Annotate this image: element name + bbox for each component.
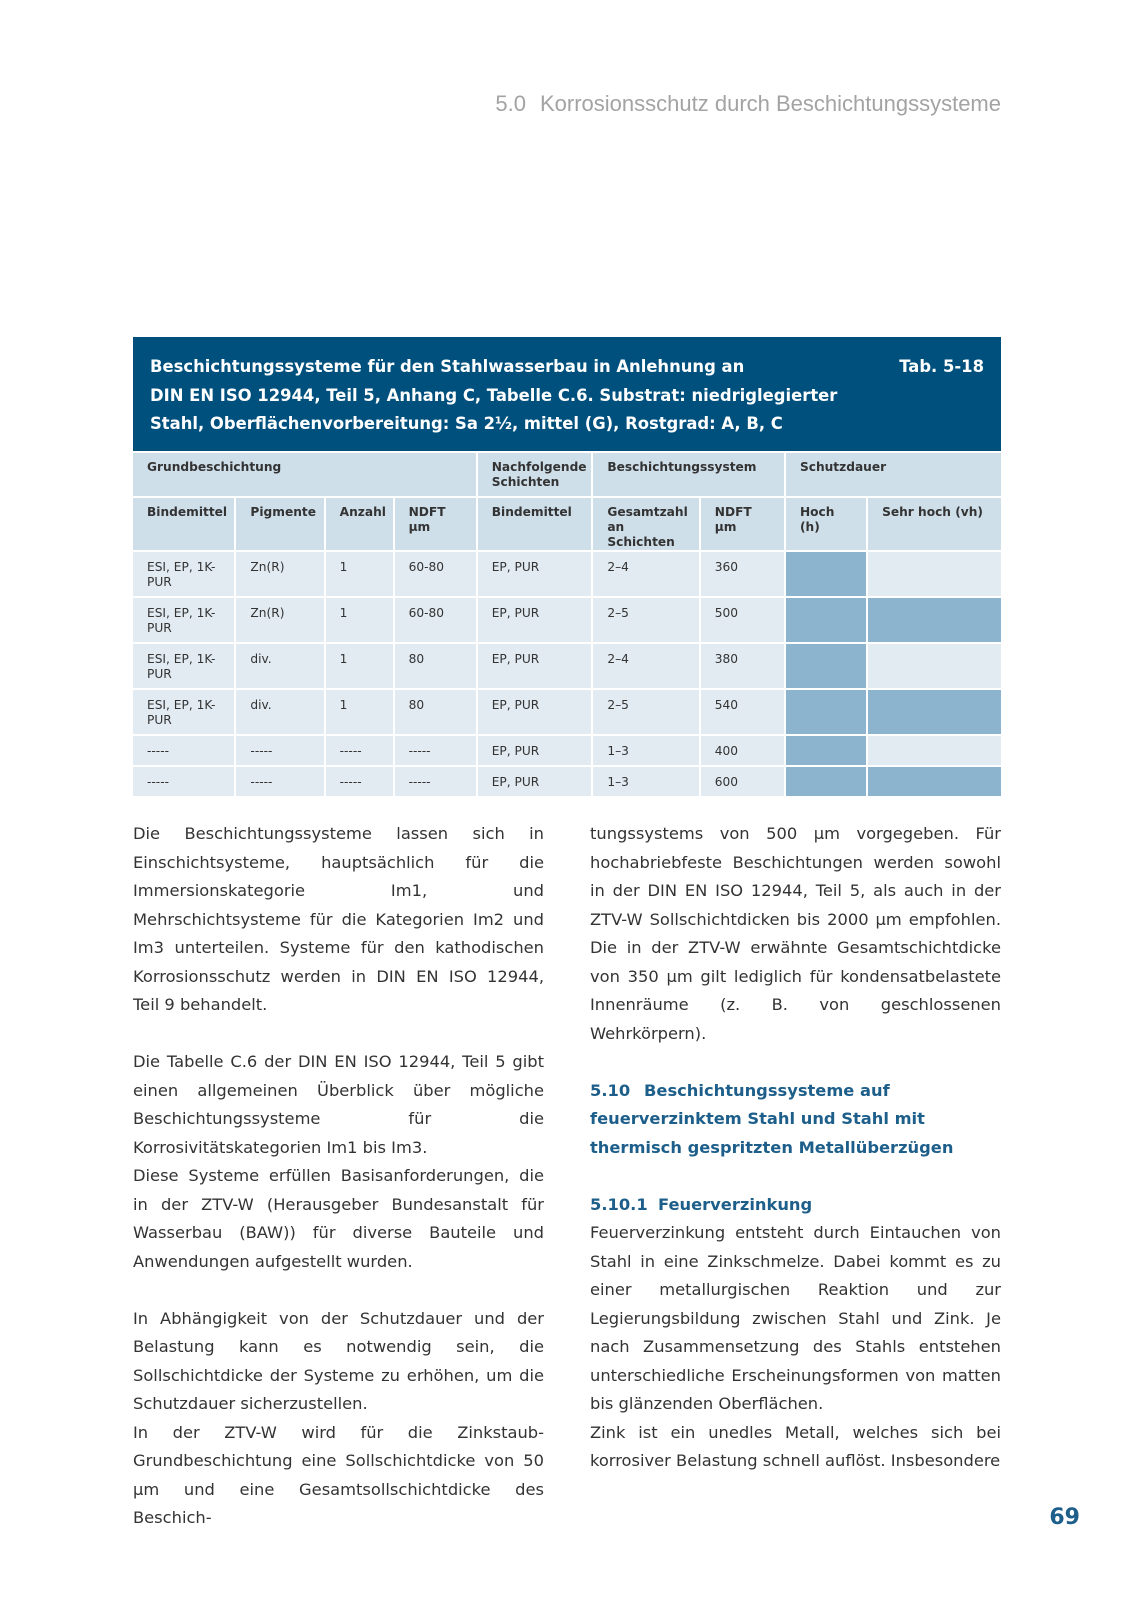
section-heading: [590, 1077, 1001, 1163]
paragraph: In der ZTV-W wird für die Zinkstaub-Grundbeschichtung eine Sollschichtdicke von 50 µm und eine Gesamtsollschichtdicke des Beschich-: [133, 1422, 544, 1527]
table-cell: 60-80: [395, 598, 476, 642]
table-cell: EP, PUR: [478, 644, 592, 688]
table-row: [133, 767, 1001, 796]
table-cell: 2–5: [593, 598, 698, 642]
table-cell: 80: [395, 644, 476, 688]
table-cell: 400: [701, 736, 784, 765]
table-cell: -----: [395, 736, 476, 765]
caption-line: DIN EN ISO 12944, Teil 5, Anhang C, Tabelle C.6. Substrat: niedriglegierter: [150, 385, 838, 405]
chapter-title: Korrosionsschutz durch Beschichtungssysteme: [540, 91, 1001, 116]
table-cell: 60-80: [395, 552, 476, 596]
column-header: Hoch (h): [786, 498, 866, 550]
table-cell: ESI, EP, 1K-PUR: [133, 644, 234, 688]
column-header: Anzahl: [326, 498, 393, 550]
subsection-number: 5.10.1: [590, 1194, 648, 1214]
table-cell: -----: [236, 767, 323, 796]
group-header-row: [133, 453, 1001, 496]
table-row: [133, 598, 1001, 642]
column-header: Sehr hoch (vh): [868, 498, 1001, 550]
paragraph: Die Beschichtungssysteme lassen sich in Einschichtsysteme, hauptsächlich für die Immersionskategorie Im1, und Mehrschichtsysteme für die Kategorien Im2 und Im3 unterteilen. Systeme für den kathodischen Korrosionsschutz werden in DIN EN ISO 12944, Teil 9 behandelt.: [133, 824, 544, 1014]
table-cell: Zn(R): [236, 598, 323, 642]
paragraph: Zink ist ein unedles Metall, welches sich bei korrosiver Belastung schnell auflöst. Insbesondere: [590, 1422, 1001, 1470]
chapter-header: [0, 91, 1001, 117]
table-row: [133, 552, 1001, 596]
paragraph: Die Tabelle C.6 der DIN EN ISO 12944, Teil 5 gibt einen allgemeinen Überblick über mögliche Beschichtungssysteme für die Korrosivitätskategorien Im1 bis Im3.: [133, 1052, 544, 1157]
protection-very-high-cell: [868, 552, 1001, 596]
table-cell: 1: [326, 598, 393, 642]
table-cell: 2–5: [593, 690, 698, 734]
paragraph: In Abhängigkeit von der Schutzdauer und der Belastung kann es notwendig sein, die Sollschichtdicke der Systeme zu erhöhen, um die Schutzdauer sicherzustellen.: [133, 1308, 544, 1413]
table-cell: 540: [701, 690, 784, 734]
protection-high-cell: [786, 598, 866, 642]
table-caption: [133, 337, 1001, 451]
table-cell: -----: [326, 736, 393, 765]
caption-line: Stahl, Oberflächenvorbereitung: Sa 2½, mittel (G), Rostgrad: A, B, C: [150, 414, 783, 433]
table-cell: -----: [133, 736, 234, 765]
column-header-row: [133, 498, 1001, 550]
table-cell: EP, PUR: [478, 598, 592, 642]
table-row: [133, 644, 1001, 688]
column-header: NDFT µm: [701, 498, 784, 550]
table-tag: Tab. 5-18: [899, 357, 984, 376]
table-cell: 600: [701, 767, 784, 796]
table-cell: 1: [326, 690, 393, 734]
table-cell: -----: [133, 767, 234, 796]
table-cell: 500: [701, 598, 784, 642]
protection-high-cell: [786, 767, 866, 796]
protection-very-high-cell: [868, 690, 1001, 734]
group-header: Schutzdauer: [786, 453, 1001, 496]
table-cell: -----: [326, 767, 393, 796]
table-grid: [131, 451, 1003, 798]
column-header: Bindemittel: [478, 498, 592, 550]
caption-line: Beschichtungssysteme für den Stahlwasserbau in Anlehnung an: [150, 357, 745, 376]
paragraph: Feuerverzinkung entsteht durch Eintauchen von Stahl in eine Zinkschmelze. Dabei kommt es zu einer metallurgischen Reaktion und zur Legierungsbildung zwischen Stahl und Zink. Je nach Zusammensetzung des Stahls entstehen unterschiedliche Erscheinungsformen von matten bis glänzenden Oberflächen.: [590, 1223, 1001, 1413]
group-header: Grundbeschichtung: [133, 453, 476, 496]
left-text-column: [133, 820, 544, 1533]
protection-very-high-cell: [868, 644, 1001, 688]
column-header: Pigmente: [236, 498, 323, 550]
column-header: Bindemittel: [133, 498, 234, 550]
table-cell: 360: [701, 552, 784, 596]
coating-systems-table: [133, 337, 1001, 798]
chapter-number: 5.0: [495, 91, 526, 116]
table-cell: EP, PUR: [478, 690, 592, 734]
table-cell: 80: [395, 690, 476, 734]
table-cell: ESI, EP, 1K-PUR: [133, 598, 234, 642]
table-row: [133, 690, 1001, 734]
table-cell: div.: [236, 644, 323, 688]
column-header: Gesamtzahl an Schichten: [593, 498, 698, 550]
protection-high-cell: [786, 552, 866, 596]
table-cell: Zn(R): [236, 552, 323, 596]
protection-high-cell: [786, 644, 866, 688]
table-cell: 1: [326, 644, 393, 688]
paragraph: Diese Systeme erfüllen Basisanforderungen, die in der ZTV-W (Herausgeber Bundesanstalt für Wasserbau (BAW)) für diverse Bauteile und Anwendungen aufgestellt wurden.: [133, 1166, 544, 1271]
table-cell: 2–4: [593, 644, 698, 688]
page-number: 69: [1049, 1505, 1080, 1530]
table-cell: ESI, EP, 1K-PUR: [133, 552, 234, 596]
section-title: Beschichtungssysteme auf feuerverzinktem Stahl und Stahl mit thermisch gespritzten Metallüberzügen: [590, 1080, 954, 1157]
table-cell: -----: [395, 767, 476, 796]
table-cell: 1–3: [593, 736, 698, 765]
subsection-title: Feuerverzinkung: [658, 1194, 813, 1214]
protection-very-high-cell: [868, 767, 1001, 796]
table-cell: 2–4: [593, 552, 698, 596]
table-cell: EP, PUR: [478, 767, 592, 796]
table-cell: EP, PUR: [478, 552, 592, 596]
table-cell: ESI, EP, 1K-PUR: [133, 690, 234, 734]
section-number: 5.10: [590, 1080, 631, 1100]
table-cell: 380: [701, 644, 784, 688]
table-cell: div.: [236, 690, 323, 734]
table-cell: -----: [236, 736, 323, 765]
table-cell: 1: [326, 552, 393, 596]
table-cell: EP, PUR: [478, 736, 592, 765]
group-header: Beschichtungssystem: [593, 453, 784, 496]
protection-very-high-cell: [868, 598, 1001, 642]
protection-high-cell: [786, 736, 866, 765]
group-header: Nachfolgende Schichten: [478, 453, 592, 496]
paragraph: tungssystems von 500 µm vorgegeben. Für hochabriebfeste Beschichtungen werden sowohl in der DIN EN ISO 12944, Teil 5, als auch in der ZTV-W Sollschichtdicken bis 2000 µm empfohlen. Die in der ZTV-W erwähnte Gesamtschichtdicke von 350 µm gilt lediglich für kondensatbelastete Innenräume (z. B. von geschlossenen Wehrkörpern).: [590, 824, 1001, 1043]
right-text-column: [590, 820, 1001, 1476]
column-header: NDFT µm: [395, 498, 476, 550]
table-cell: 1–3: [593, 767, 698, 796]
table-row: [133, 736, 1001, 765]
protection-very-high-cell: [868, 736, 1001, 765]
protection-high-cell: [786, 690, 866, 734]
subsection-heading: [590, 1191, 1001, 1220]
